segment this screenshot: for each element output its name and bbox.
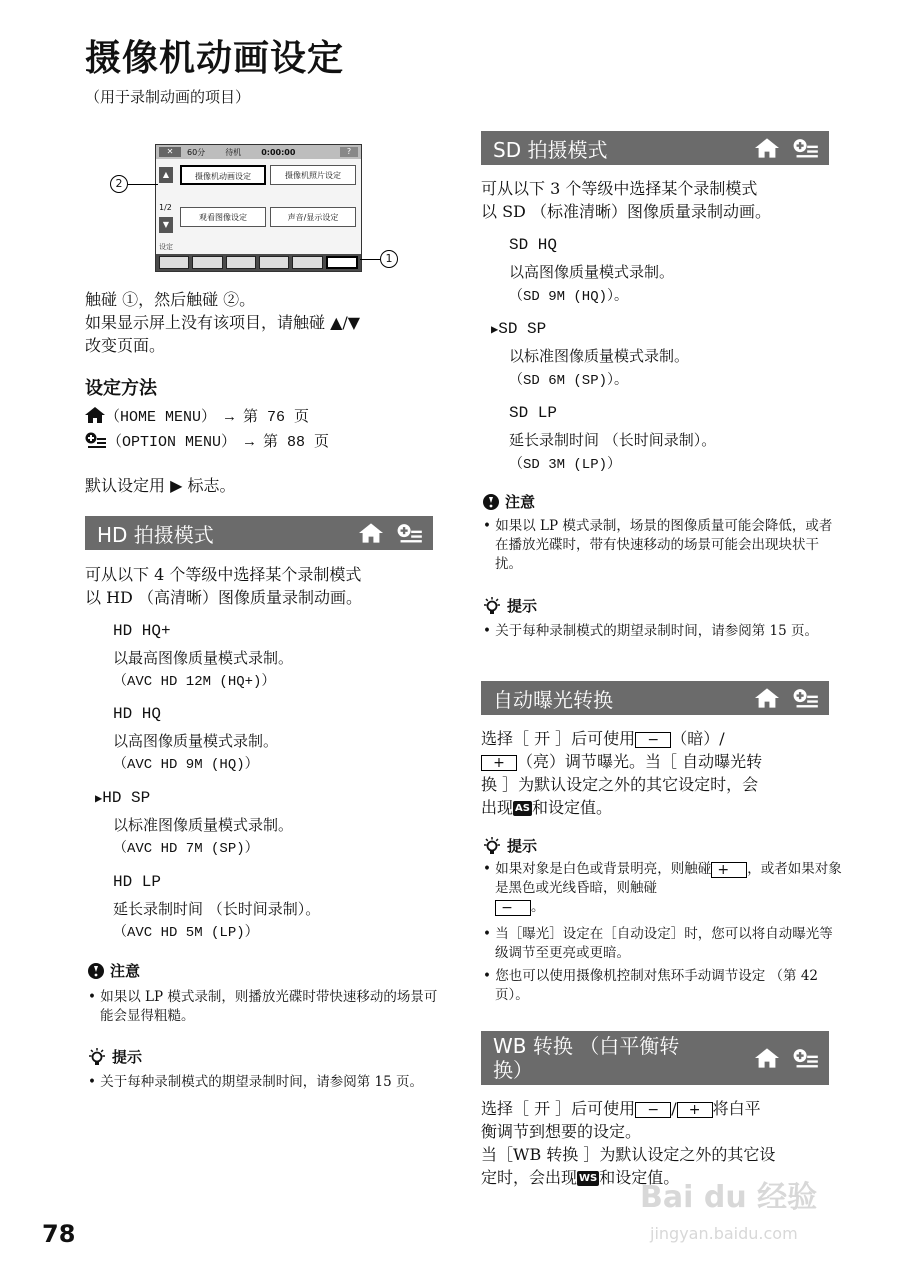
home-icon xyxy=(359,523,383,543)
ae-hint-bullet-1: • 如果对象是白色或背景明亮，则触碰 + ，或者如果对象是黑色或光线昏暗，则触碰 − 。 xyxy=(483,861,842,916)
sd-item-desc: 以高图像质量模式录制。 xyxy=(509,263,675,281)
wb-line-1: 选择［ 开 ］后可使用 − / + 将白平 xyxy=(481,1099,761,1118)
ae-hint-bullet-2: • 当［曝光］设定在［自动设定］时，您可以将自动曝光等级调节至更亮或更暗。 xyxy=(483,926,833,961)
sd-mode-title: SD 拍摄模式 xyxy=(493,137,608,162)
lcd-help-button[interactable]: ? xyxy=(340,147,358,157)
sd-item-name: SD HQ xyxy=(509,236,558,254)
hint-bulb-icon xyxy=(483,837,501,855)
lcd-btn-movie-settings[interactable]: 摄像机动画设定 xyxy=(180,165,266,185)
caution-icon xyxy=(483,494,499,510)
minus-key[interactable]: − xyxy=(495,900,531,916)
hd-hint-text: • 关于每种录制模式的期望录制时间，请参阅第 15 页。 xyxy=(88,1074,424,1090)
ae-line-2: + （亮）调节曝光。当［ 自动曝光转 xyxy=(481,750,762,773)
sd-item-desc: 延长录制时间 （长时间录制）。 xyxy=(509,431,717,449)
callout-2-icon: 2 xyxy=(110,175,128,193)
home-icon xyxy=(755,138,779,158)
wb-line-2: 衡调节到想要的设定。 xyxy=(481,1122,642,1141)
lcd-status: 待机 xyxy=(225,147,242,157)
plus-key[interactable]: + xyxy=(677,1102,713,1118)
lcd-tab-toolbox-icon[interactable] xyxy=(326,256,358,269)
watermark-url: jingyan.baidu.com xyxy=(650,1224,798,1243)
page-number: 78 xyxy=(42,1220,76,1248)
option-menu-ref: （OPTION MENU） → 第 88 页 xyxy=(85,430,329,451)
hd-item-desc: 以高图像质量模式录制。 xyxy=(113,732,279,750)
hd-item-desc: 以最高图像质量模式录制。 xyxy=(113,649,294,667)
hd-mode-bar xyxy=(85,516,433,550)
default-marker-icon: ▶ xyxy=(95,792,103,806)
wb-line-4: 定时，会出现 WS 和设定值。 xyxy=(481,1168,680,1187)
home-icon xyxy=(755,1048,779,1068)
sd-note-heading: 注意 xyxy=(483,491,535,512)
hd-item-sub: （AVC HD 5M (LP)） xyxy=(113,925,259,941)
ws-badge-icon: WS xyxy=(579,1173,598,1184)
option-icon xyxy=(397,523,423,543)
sd-item-sub: （SD 3M (LP)） xyxy=(509,457,622,473)
lcd-tab-list-icon[interactable] xyxy=(226,256,256,269)
hd-item-desc: 延长录制时间 （长时间录制）。 xyxy=(113,900,321,918)
sd-intro-2: 以 SD （标准清晰）图像质量录制动画。 xyxy=(481,202,771,221)
sd-mode-bar xyxy=(481,131,829,165)
option-icon xyxy=(85,432,107,448)
instruction-line-1: 触碰 ①，然后触碰 ②。 xyxy=(85,290,256,309)
hd-note-heading: 注意 xyxy=(88,960,140,981)
lcd-status-bar xyxy=(156,145,361,159)
hd-item-sub: （AVC HD 7M (SP)） xyxy=(113,841,259,857)
lcd-time: 0:00:00 xyxy=(261,147,296,157)
lcd-down-arrow-icon[interactable]: ▼ xyxy=(159,217,173,233)
caution-icon xyxy=(88,963,104,979)
ae-line-3: 换 ］为默认设定之外的其它设定时，会 xyxy=(481,775,759,794)
lcd-page-indicator: 1/2 xyxy=(159,203,172,212)
hint-bulb-icon xyxy=(88,1048,106,1066)
option-icon xyxy=(793,138,819,158)
lcd-battery: 60分 xyxy=(187,147,206,157)
hd-item-name-default: ▶HD SP xyxy=(95,789,151,807)
hd-item-name: HD HQ+ xyxy=(113,622,171,640)
hd-item-sub: （AVC HD 12M (HQ+)） xyxy=(113,674,276,690)
default-marker-icon: ▶ xyxy=(491,323,499,337)
wb-title: WB 转换 （白平衡转换） xyxy=(493,1034,680,1082)
sd-intro-1: 可从以下 3 个等级中选择某个录制模式 xyxy=(481,179,758,198)
lcd-btn-sound-settings[interactable]: 声音/显示设定 xyxy=(270,207,356,227)
callout-1-icon: 1 xyxy=(380,250,398,268)
lcd-up-arrow-icon[interactable]: ▲ xyxy=(159,167,173,183)
sd-item-desc: 以标准图像质量模式录制。 xyxy=(509,347,690,365)
lcd-close-button[interactable]: ✕ xyxy=(159,147,181,157)
sd-hint-text: • 关于每种录制模式的期望录制时间，请参阅第 15 页。 xyxy=(483,623,819,639)
ae-hint-heading: 提示 xyxy=(483,835,537,856)
option-icon xyxy=(793,688,819,708)
page-subtitle: （用于录制动画的项目） xyxy=(85,88,251,106)
lcd-tab-output-icon[interactable] xyxy=(259,256,289,269)
baidu-watermark xyxy=(640,1172,817,1243)
hd-item-sub: （AVC HD 9M (HQ)） xyxy=(113,757,259,773)
sd-item-sub: （SD 6M (SP)）。 xyxy=(509,373,629,389)
as-badge-icon: AS xyxy=(515,803,530,814)
hd-note-text: • 如果以 LP 模式录制，则播放光碟时带快速移动的场景可能会显得粗糙。 xyxy=(88,989,438,1024)
ae-hint-bullet-3: • 您也可以使用摄像机控制对焦环手动调节设定 （第 42 页）。 xyxy=(483,968,819,1003)
minus-key[interactable]: − xyxy=(635,1102,671,1118)
lcd-tab-play-icon[interactable] xyxy=(192,256,222,269)
hd-intro-2: 以 HD （高清晰）图像质量录制动画。 xyxy=(85,588,362,607)
ae-line-4: 出现 AS 和设定值。 xyxy=(481,798,612,817)
default-note: 默认设定用 ▶ 标志。 xyxy=(85,476,236,495)
lcd-figure xyxy=(110,140,410,275)
page-title: 摄像机动画设定 xyxy=(85,38,345,79)
minus-key[interactable]: − xyxy=(635,732,671,748)
plus-key[interactable]: + xyxy=(711,862,747,878)
lcd-tab-camera-icon[interactable] xyxy=(159,256,189,269)
sd-note-text: • 如果以 LP 模式录制，场景的图像质量可能会降低，或者在播放光碟时，带有快速移动的场景可能会出现块状干扰。 xyxy=(483,518,833,572)
home-menu-ref: （HOME MENU） → 第 76 页 xyxy=(85,405,309,426)
hd-item-name: HD HQ xyxy=(113,705,162,723)
auto-exposure-bar xyxy=(481,681,829,715)
lcd-btn-photo-settings[interactable]: 摄像机照片设定 xyxy=(270,165,356,185)
hd-item-desc: 以标准图像质量模式录制。 xyxy=(113,816,294,834)
callout-1-line xyxy=(360,259,380,260)
lcd-settings-label: 设定 xyxy=(159,243,173,251)
plus-key[interactable]: + xyxy=(481,755,517,771)
auto-exposure-title: 自动曝光转换 xyxy=(493,687,613,712)
wb-bar xyxy=(481,1031,829,1085)
option-icon xyxy=(793,1048,819,1068)
sd-item-sub: （SD 9M (HQ)）。 xyxy=(509,289,629,305)
watermark-logo: Bai du 经验 xyxy=(640,1180,818,1215)
method-heading: 设定方法 xyxy=(85,378,157,399)
instruction-line-3: 改变页面。 xyxy=(85,336,166,355)
lcd-tab-bar xyxy=(156,254,361,271)
hd-intro-1: 可从以下 4 个等级中选择某个录制模式 xyxy=(85,565,362,584)
wb-line-3: 当［WB 转换 ］为默认设定之外的其它设 xyxy=(481,1145,776,1164)
lcd-screen xyxy=(155,144,362,272)
callout-2-line xyxy=(128,184,158,185)
sd-item-name-default: ▶SD SP xyxy=(491,320,547,338)
hd-item-name: HD LP xyxy=(113,873,162,891)
sd-item-name: SD LP xyxy=(509,404,558,422)
ae-line-1: 选择［ 开 ］后可使用 − （暗）/ xyxy=(481,729,725,748)
hd-mode-title: HD 拍摄模式 xyxy=(97,522,214,547)
lcd-btn-view-settings[interactable]: 观看图像设定 xyxy=(180,207,266,227)
instruction-line-2: 如果显示屏上没有该项目，请触碰 ▲/▼ xyxy=(85,313,361,332)
hint-bulb-icon xyxy=(483,597,501,615)
hd-hint-heading: 提示 xyxy=(88,1046,142,1067)
sd-hint-heading: 提示 xyxy=(483,595,537,616)
home-icon xyxy=(85,407,105,423)
lcd-tab-disc-icon[interactable] xyxy=(292,256,322,269)
home-icon xyxy=(755,688,779,708)
